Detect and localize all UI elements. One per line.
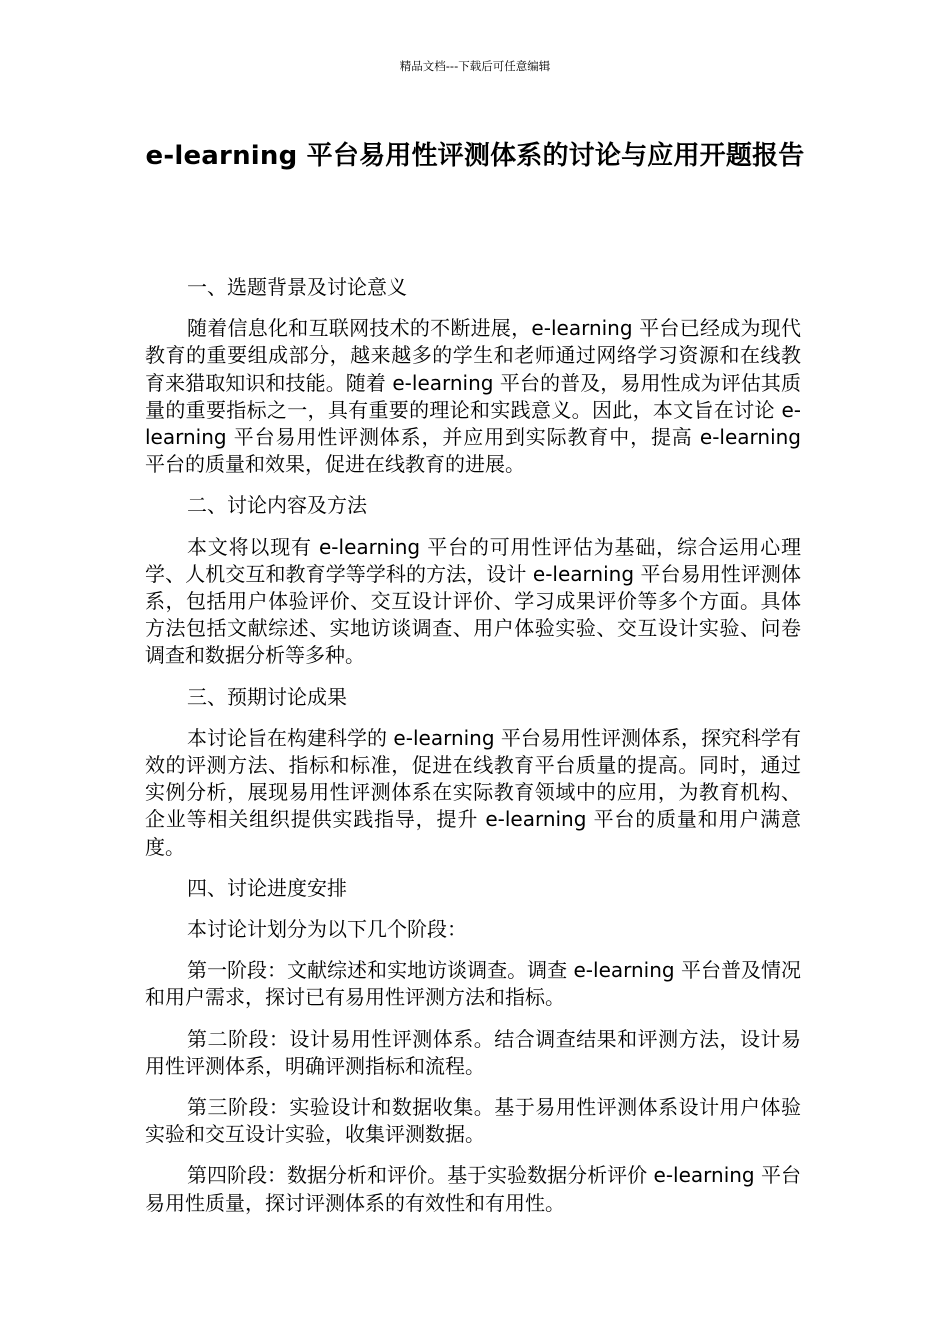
document-body (145, 274, 801, 1231)
document-title: e-learning 平台易用性评测体系的讨论与应用开题报告 (145, 141, 805, 171)
paragraph-schedule-intro: 本讨论计划分为以下几个阶段： (187, 917, 467, 942)
paragraph-stage-1: 第一阶段：文献综述和实地访谈调查。调查 e-learning 平台普及情况和用户需求，探讨已有易用性评测方法和指标。 (145, 958, 801, 1010)
section-heading-schedule: 四、讨论进度安排 (187, 875, 347, 900)
paragraph-expected-results: 本讨论旨在构建科学的 e-learning 平台易用性评测体系，探究科学有效的评测方法、指标和标准，促进在线教育平台质量的提高。同时，通过实例分析，展现易用性评测体系在实际教育领域中的应用，为教育机构、企业等相关组织提供实践指导，提升 e-learning 平台的质量和用户满意度。 (145, 725, 801, 859)
section-heading-expected-results: 三、预期讨论成果 (187, 684, 347, 709)
section-heading-content-methods: 二、讨论内容及方法 (187, 493, 367, 518)
paragraph-content-methods: 本文将以现有 e-learning 平台的可用性评估为基础，综合运用心理学、人机交互和教育学等学科的方法，设计 e-learning 平台易用性评测体系，包括用户体验评价、交互设计评价、学习成果评价等多个方面。具体方法包括文献综述、实地访谈调查、用户体验实验、交互设计实验、问卷调查和数据分析等多种。 (145, 534, 801, 668)
page-header: 精品文档---下载后可任意编辑 (399, 59, 551, 73)
section-heading-background: 一、选题背景及讨论意义 (187, 275, 407, 299)
paragraph-stage-4: 第四阶段：数据分析和评价。基于实验数据分析评价 e-learning 平台易用性质量，探讨评测体系的有效性和有用性。 (145, 1163, 801, 1215)
paragraph-background: 随着信息化和互联网技术的不断进展，e-learning 平台已经成为现代教育的重要组成部分，越来越多的学生和老师通过网络学习资源和在线教育来猎取知识和技能。随着 e-learning 平台的普及，易用性成为评估其质量的重要指标之一，具有重要的理论和实践意义。因此，本文旨在讨论 e-learning 平台易用性评测体系，并应用到实际教育中，提高 e-learning 平台的质量和效果，促进在线教育的进展。 (145, 316, 801, 477)
paragraph-stage-2: 第二阶段：设计易用性评测体系。结合调查结果和评测方法，设计易用性评测体系，明确评测指标和流程。 (145, 1026, 801, 1078)
paragraph-stage-3: 第三阶段：实验设计和数据收集。基于易用性评测体系设计用户体验实验和交互设计实验，收集评测数据。 (145, 1095, 801, 1147)
